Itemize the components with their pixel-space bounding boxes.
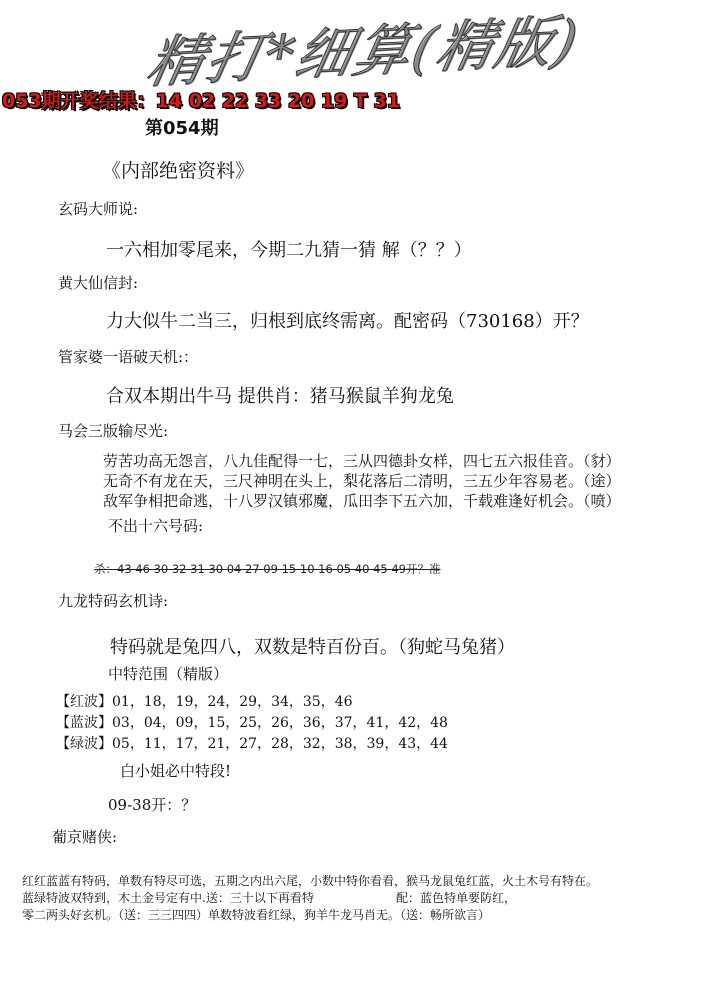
jiulong-text: 特码就是兔四八，双数是特百份百。（狗蛇马兔猪） — [110, 637, 515, 658]
footer-line-2a: 蓝绿特波双特到，木土金号定有中.送：三十以下再看特 — [22, 891, 314, 905]
range-open: 09-38开：？ — [108, 796, 197, 814]
footer-line-2b: 配：蓝色特单要防红， — [396, 891, 517, 905]
putao-label: 葡京赌侠: — [52, 828, 118, 846]
verse-line: 敌军争相把命逃，十八罗汉镇邪魔，瓜田李下五六加，千载难逢好机会。（喷） — [103, 492, 621, 510]
wave-tag: 【红波】 — [56, 694, 112, 710]
mahui-label: 马会三版输尽光: — [58, 422, 169, 440]
master-text: 一六相加零尾来，今期二九猜一猜 解（？？） — [106, 240, 472, 261]
wave-row-blue — [56, 712, 448, 732]
verse-line: 无奇不有龙在天，三尺神明在头上，梨花落后二清明，三五少年容易老。（途） — [103, 472, 621, 490]
wave-tag: 【绿波】 — [56, 736, 112, 752]
wave-row-red — [56, 691, 353, 711]
title-art: 精打*细算(精版) — [141, 8, 585, 96]
verse-line: 劳苦功高无怨言，八九佳配得一七，三从四德卦女样，四七五六报佳音。（豺） — [103, 452, 621, 470]
huang-text: 力大似牛二当三，归根到底终需离。配密码（730168）开？ — [106, 311, 589, 332]
footer-line-1: 红红蓝蓝有特码，单数有特尽可选，五期之内出六尾，小数中特你看看，猴马龙鼠兔红蓝，火土木号有特在。 — [22, 874, 599, 888]
master-label: 玄码大师说: — [58, 200, 139, 218]
footer-line-3: 零二两头好玄机。（送：三三四四）单数特波看红绿，狗羊牛龙马肖无。（送：畅所欲言） — [22, 908, 491, 922]
wave-numbers: 05，11，17，21，27，28，32，38，39，43，44 — [112, 736, 448, 752]
wave-numbers: 03，04，09，15，25，26，36，37，41，42，48 — [112, 715, 448, 731]
doc-title: 《内部绝密资料》 — [102, 160, 255, 182]
jiulong-label: 九龙特码玄机诗: — [58, 592, 169, 610]
no16-label: 不出十六号码: — [108, 517, 204, 535]
wave-tag: 【蓝波】 — [56, 715, 112, 731]
kill-numbers: 杀：43 46 30 32 31 30 04 27 09 15 10 16 05 40 45 49开？准 — [94, 562, 441, 576]
wave-numbers: 01，18，19，24，29，34，35，46 — [112, 694, 353, 710]
issue-number: 第054期 — [145, 118, 219, 139]
guanjia-text: 合双本期出牛马 提供肖：猪马猴鼠羊狗龙兔 — [106, 386, 454, 407]
previous-result: 053期开奖结果：14 02 22 33 20 19 T 31 — [2, 90, 401, 112]
huang-label: 黄大仙信封: — [58, 274, 139, 292]
wave-row-green — [56, 733, 448, 753]
guanjia-label: 管家婆一语破天机:： — [58, 348, 199, 366]
range-label: 中特范围（精版） — [108, 665, 229, 683]
baixiaojie-text: 白小姐必中特段! — [120, 762, 232, 780]
